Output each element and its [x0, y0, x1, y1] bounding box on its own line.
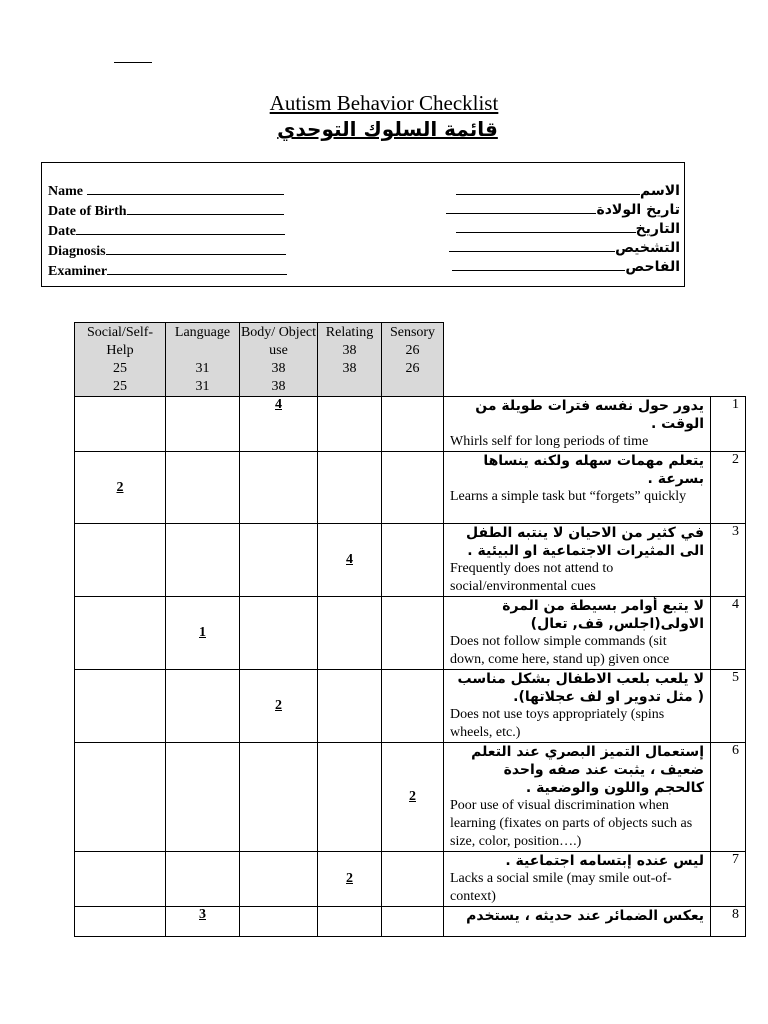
name-field-ar[interactable]: الاسم — [440, 181, 680, 200]
score-cell[interactable] — [166, 852, 240, 907]
info-fields-arabic — [440, 181, 680, 276]
score-cell[interactable] — [382, 597, 444, 670]
score-cell[interactable] — [240, 907, 318, 937]
column-header-language: Language 31 31 — [166, 323, 240, 397]
score-cell[interactable] — [166, 743, 240, 852]
table-row — [75, 597, 746, 670]
score-cell[interactable] — [382, 743, 444, 852]
score-cell[interactable] — [318, 597, 382, 670]
score-cell[interactable] — [166, 907, 240, 937]
dob-field-ar[interactable]: تاريخ الولادة — [440, 200, 680, 219]
score-cell[interactable] — [75, 907, 166, 937]
score-value: 2 — [116, 479, 124, 495]
score-cell[interactable] — [240, 852, 318, 907]
table-row — [75, 452, 746, 524]
table-row — [75, 524, 746, 597]
score-cell[interactable] — [75, 670, 166, 743]
item-text-arabic: لا يتبع أوامر بسيطة من المرة الاولى(اجلس, قف, تعال) — [502, 598, 704, 632]
item-number: 7 — [711, 852, 746, 907]
column-header-sensory: Sensory 26 26 — [382, 323, 444, 397]
item-text-english: Poor use of visual discrimination when learning (fixates on parts of objects such as size, color, position….) — [450, 798, 693, 849]
item-text-arabic: إستعمال التميز البصري عند التعلم ضعيف ، يثبت عند صفه واحدة كالحجم واللون والوضعية . — [471, 744, 704, 796]
score-cell[interactable] — [382, 397, 444, 452]
score-cell[interactable] — [75, 524, 166, 597]
item-text-arabic: يعكس الضمائر عند حديثه ، يستخدم — [466, 908, 704, 924]
score-cell[interactable] — [166, 452, 240, 524]
score-cell[interactable] — [318, 907, 382, 937]
score-cell[interactable] — [240, 524, 318, 597]
score-cell[interactable] — [318, 743, 382, 852]
table-row — [75, 670, 746, 743]
item-text-english: Learns a simple task but “forgets” quickly — [450, 489, 687, 504]
score-cell[interactable] — [240, 397, 318, 452]
column-header-relating: Relating 38 38 — [318, 323, 382, 397]
item-number: 6 — [711, 743, 746, 852]
item-number: 1 — [711, 397, 746, 452]
info-fields-english — [48, 181, 287, 281]
score-cell[interactable] — [166, 397, 240, 452]
top-rule — [114, 62, 152, 63]
header-spacer-num — [711, 323, 746, 397]
item-number: 8 — [711, 907, 746, 937]
checklist-table — [74, 322, 746, 937]
score-value: 2 — [346, 871, 353, 886]
score-value: 4 — [275, 397, 282, 412]
score-cell[interactable] — [166, 597, 240, 670]
score-cell[interactable] — [318, 670, 382, 743]
item-text-arabic: في كثير من الاحيان لا ينتبه الطفل الى المثيرات الاجتماعية او البيئية . — [466, 525, 704, 559]
score-cell[interactable] — [240, 452, 318, 524]
item-text-arabic: يدور حول نفسه فترات طويلة من الوقت . — [475, 398, 704, 432]
score-cell[interactable] — [240, 743, 318, 852]
column-header-body: Body/ Object use 38 38 — [240, 323, 318, 397]
item-text-english: Whirls self for long periods of time — [450, 434, 649, 449]
item-description — [444, 743, 711, 852]
column-header-social: Social/Self-Help 25 25 — [75, 323, 166, 397]
score-cell[interactable] — [240, 597, 318, 670]
item-text-english: Does not follow simple commands (sit down, come here, stand up) given once — [450, 634, 670, 667]
patient-info-box — [41, 162, 685, 287]
score-cell[interactable] — [318, 852, 382, 907]
score-cell[interactable] — [75, 852, 166, 907]
score-cell[interactable] — [166, 670, 240, 743]
score-cell[interactable] — [382, 524, 444, 597]
item-number: 2 — [711, 452, 746, 524]
diagnosis-field-ar[interactable]: التشخيص — [440, 238, 680, 257]
item-description — [444, 597, 711, 670]
examiner-field-ar[interactable]: الفاحص — [440, 257, 680, 276]
score-cell[interactable] — [240, 670, 318, 743]
page-title-arabic: قائمة السلوك التوحدي — [277, 117, 498, 141]
item-text-arabic: ليس عنده إبتسامه اجتماعية . — [505, 853, 704, 869]
item-description — [444, 524, 711, 597]
item-description — [444, 907, 711, 937]
header-spacer — [444, 323, 711, 397]
item-text-english: Does not use toys appropriately (spins wheels, etc.) — [450, 707, 665, 740]
item-description — [444, 670, 711, 743]
item-text-english: Frequently does not attend to social/environmental cues — [450, 561, 614, 594]
diagnosis-field[interactable]: Diagnosis — [48, 241, 287, 261]
header-row — [75, 323, 746, 397]
score-value: 2 — [409, 789, 416, 804]
item-description — [444, 452, 711, 524]
page-title-english: Autism Behavior Checklist — [269, 91, 499, 115]
item-text-english: Lacks a social smile (may smile out-of-context) — [450, 871, 672, 904]
table-row — [75, 397, 746, 452]
score-value: 2 — [275, 698, 282, 713]
item-description — [444, 397, 711, 452]
item-number: 4 — [711, 597, 746, 670]
score-cell[interactable] — [75, 597, 166, 670]
score-cell[interactable] — [382, 907, 444, 937]
score-cell[interactable] — [75, 743, 166, 852]
item-description — [444, 852, 711, 907]
table-row — [75, 743, 746, 852]
score-value: 3 — [199, 907, 206, 922]
score-cell[interactable] — [75, 397, 166, 452]
score-value: 4 — [346, 552, 353, 567]
score-cell[interactable] — [75, 452, 166, 524]
item-number: 5 — [711, 670, 746, 743]
table-row — [75, 907, 746, 937]
date-field-ar[interactable]: التاريخ — [440, 219, 680, 238]
score-cell[interactable] — [382, 452, 444, 524]
item-rows — [75, 397, 746, 937]
examiner-field[interactable]: Examiner — [48, 261, 287, 281]
item-number: 3 — [711, 524, 746, 597]
item-text-arabic: لا يلعب بلعب الاطفال بشكل مناسب ( مثل تدوير او لف عجلاتها). — [457, 671, 704, 705]
score-cell[interactable] — [166, 524, 240, 597]
table-row — [75, 852, 746, 907]
score-cell[interactable] — [382, 670, 444, 743]
score-cell[interactable] — [318, 524, 382, 597]
date-field[interactable]: Date — [48, 221, 287, 241]
score-cell[interactable] — [318, 397, 382, 452]
score-cell[interactable] — [318, 452, 382, 524]
name-field[interactable]: Name — [48, 181, 287, 201]
item-text-arabic: يتعلم مهمات سهله ولكنه ينساها بسرعة . — [483, 453, 704, 487]
dob-field[interactable]: Date of Birth — [48, 201, 287, 221]
score-cell[interactable] — [382, 852, 444, 907]
score-value: 1 — [199, 625, 206, 640]
